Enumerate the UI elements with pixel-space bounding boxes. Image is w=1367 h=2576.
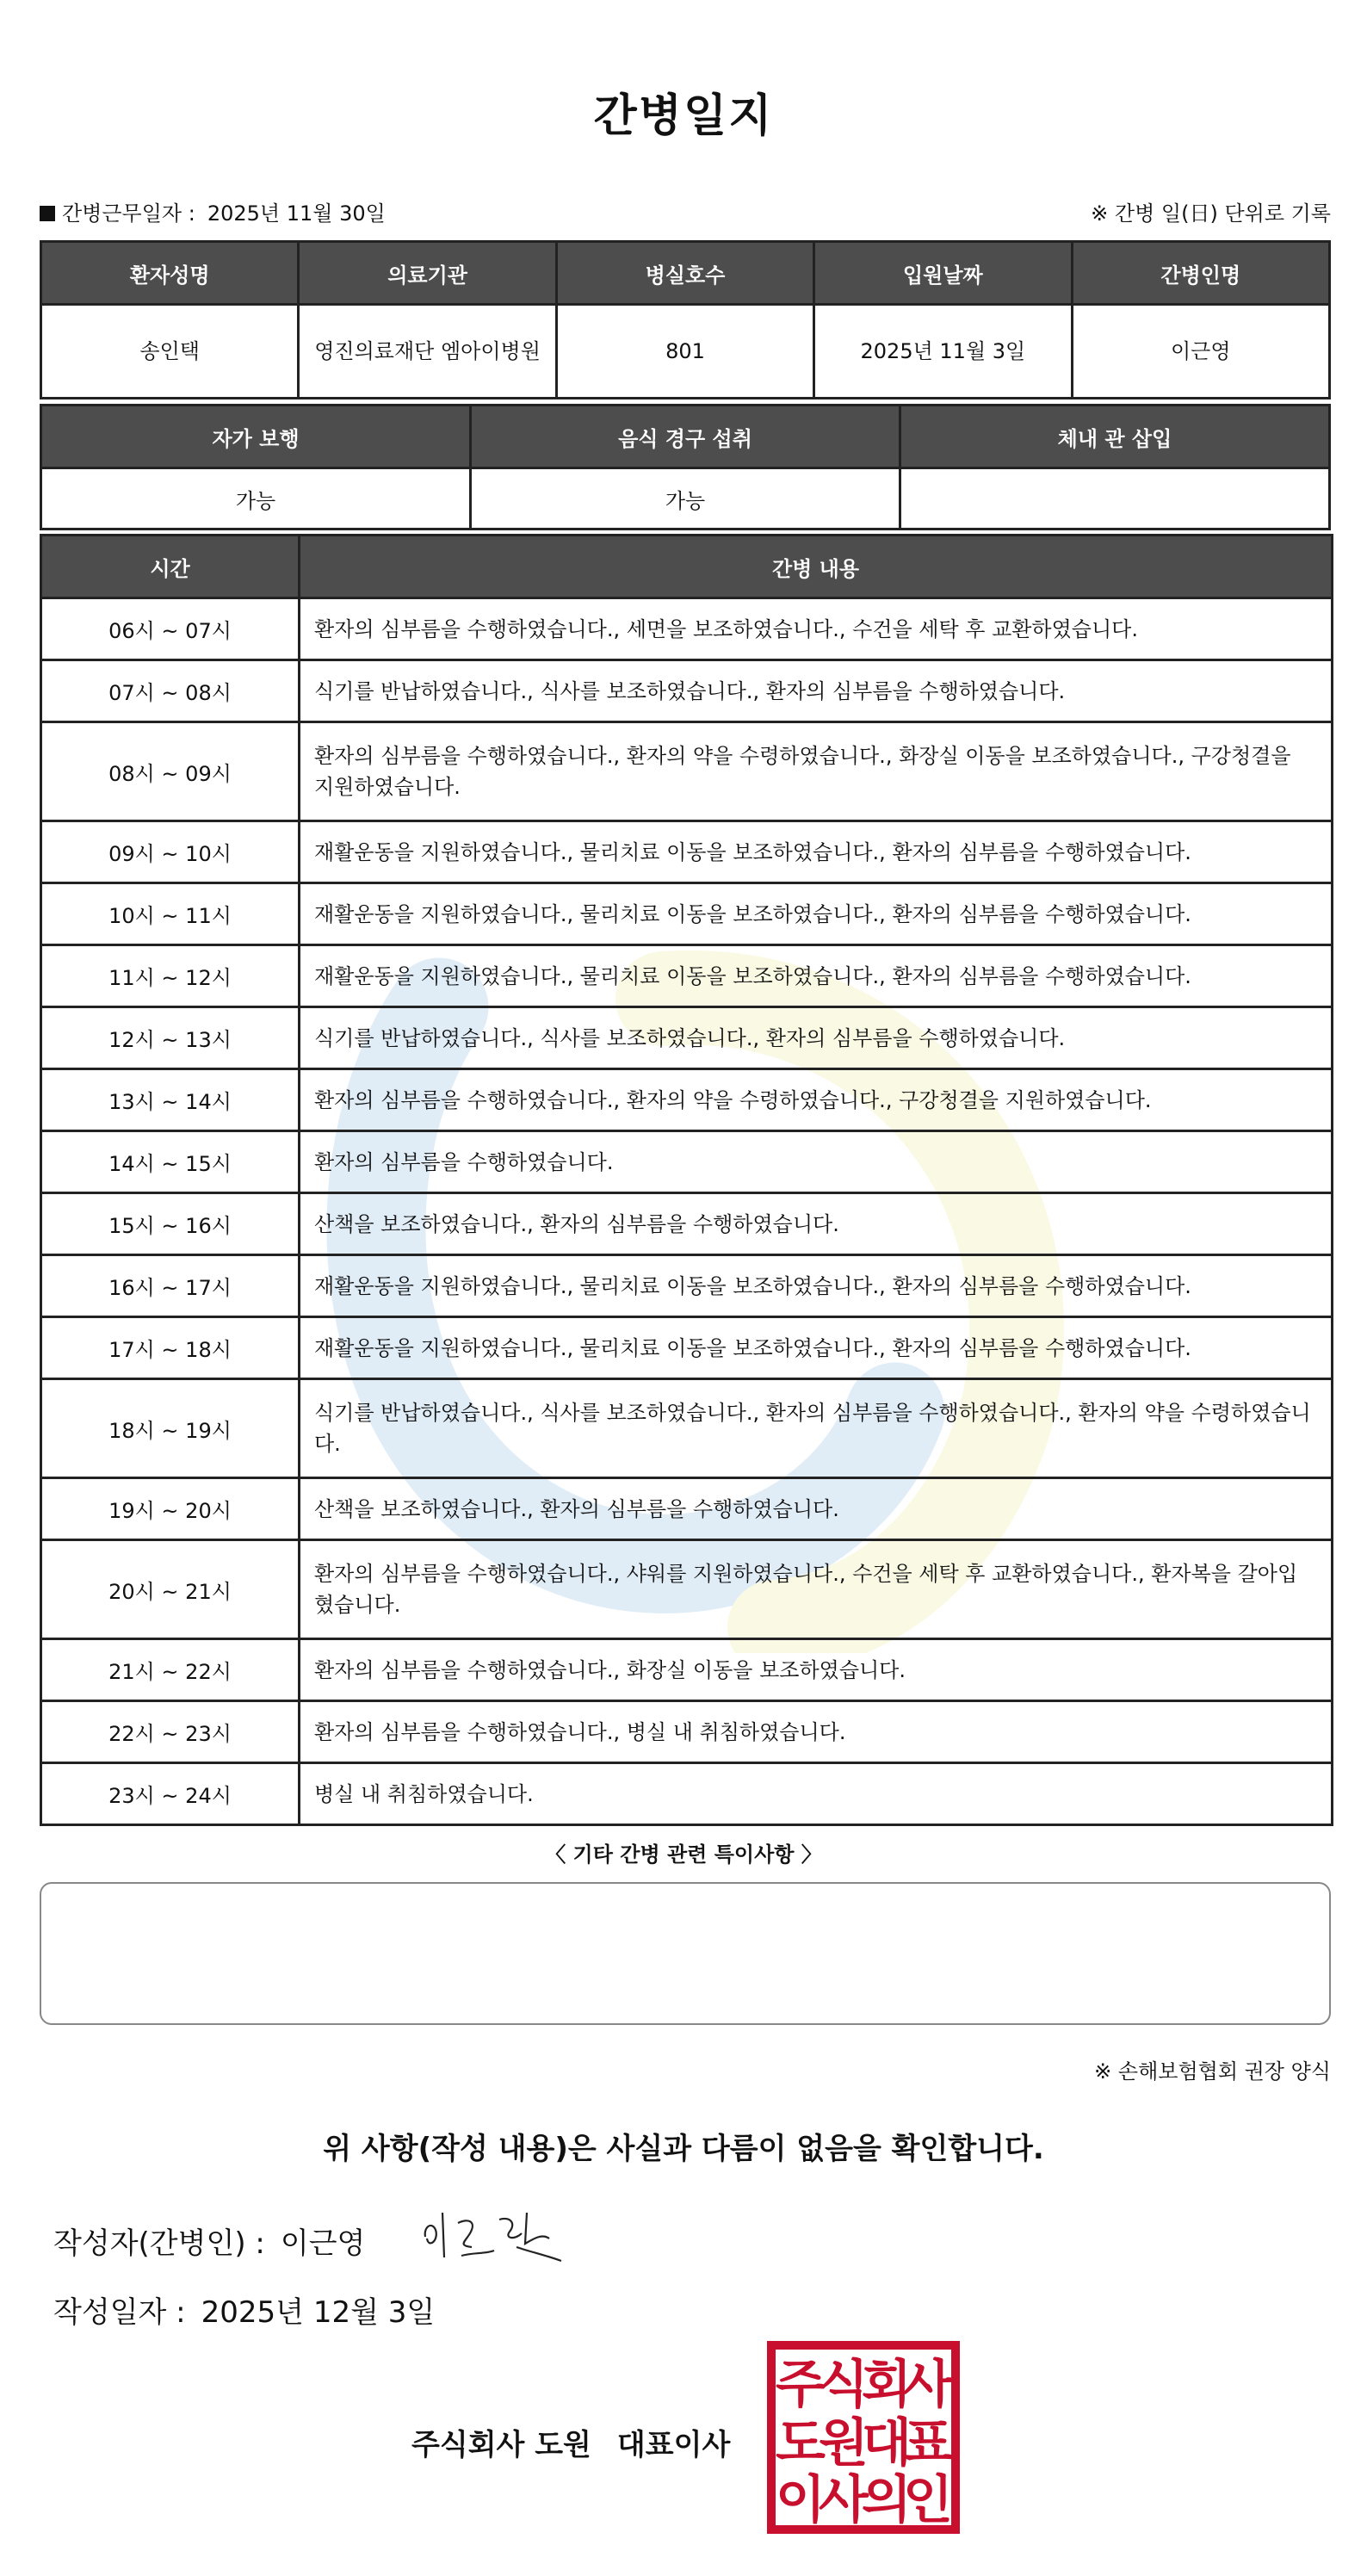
svg-text:원: 원 xyxy=(819,2413,869,2474)
log-time: 21시 ~ 22시 xyxy=(41,1639,300,1701)
svg-text:표: 표 xyxy=(903,2413,953,2474)
work-date-label: 간병근무일자 : xyxy=(62,201,195,226)
svg-text:도: 도 xyxy=(776,2413,826,2474)
handwritten-signature xyxy=(420,2201,566,2269)
log-content: 산책을 보조하였습니다., 환자의 심부름을 수행하였습니다. xyxy=(300,1478,1333,1540)
table-row xyxy=(41,660,1333,722)
tube-insertion-value xyxy=(900,468,1330,529)
log-content: 환자의 심부름을 수행하였습니다., 환자의 약을 수령하였습니다., 화장실 이동을 보조하였습니다., 구강청결을 지원하였습니다. xyxy=(300,722,1333,821)
table-row xyxy=(41,1701,1333,1763)
log-content: 환자의 심부름을 수행하였습니다., 병실 내 취침하였습니다. xyxy=(300,1701,1333,1763)
log-time: 20시 ~ 21시 xyxy=(41,1540,300,1639)
log-time: 18시 ~ 19시 xyxy=(41,1379,300,1478)
other-notes-heading: 〈 기타 간병 관련 특이사항 〉 xyxy=(545,1842,822,1867)
log-time: 13시 ~ 14시 xyxy=(41,1069,300,1131)
log-content: 재활운동을 지원하였습니다., 물리치료 이동을 보조하였습니다., 환자의 심부름을 수행하였습니다. xyxy=(300,1255,1333,1317)
log-time: 17시 ~ 18시 xyxy=(41,1317,300,1379)
log-content: 환자의 심부름을 수행하였습니다., 세면을 보조하였습니다., 수건을 세탁 후 교환하였습니다. xyxy=(300,598,1333,660)
table-row xyxy=(41,883,1333,945)
svg-text:주: 주 xyxy=(776,2355,826,2415)
log-content: 환자의 심부름을 수행하였습니다., 화장실 이동을 보조하였습니다. xyxy=(300,1639,1333,1701)
log-time: 11시 ~ 12시 xyxy=(41,945,300,1007)
table-row xyxy=(41,1478,1333,1540)
room-number: 801 xyxy=(556,305,813,399)
svg-text:식: 식 xyxy=(819,2355,869,2415)
table-row xyxy=(41,1255,1333,1317)
log-time: 06시 ~ 07시 xyxy=(41,598,300,660)
log-time: 14시 ~ 15시 xyxy=(41,1131,300,1193)
admission-date: 2025년 11월 3일 xyxy=(814,305,1072,399)
care-log-table xyxy=(40,534,1333,1826)
log-content: 산책을 보조하였습니다., 환자의 심부름을 수행하였습니다. xyxy=(300,1193,1333,1255)
header-hospital: 의료기관 xyxy=(299,242,556,305)
log-time: 19시 ~ 20시 xyxy=(41,1478,300,1540)
company-seal-stamp xyxy=(766,2340,961,2535)
written-date-label: 작성일자 : xyxy=(53,2295,186,2330)
table-row xyxy=(41,821,1333,883)
status-value-row xyxy=(41,468,1330,529)
self-walking-value: 가능 xyxy=(41,468,471,529)
writer-name: 이근영 xyxy=(280,2226,366,2261)
svg-text:대: 대 xyxy=(862,2413,912,2474)
svg-text:사: 사 xyxy=(819,2470,869,2530)
log-content: 재활운동을 지원하였습니다., 물리치료 이동을 보조하였습니다., 환자의 심부름을 수행하였습니다. xyxy=(300,945,1333,1007)
table-row xyxy=(41,598,1333,660)
table-row xyxy=(41,1007,1333,1069)
status-header-row xyxy=(41,406,1330,468)
header-care-content: 간병 내용 xyxy=(300,536,1333,598)
log-content: 식기를 반납하였습니다., 식사를 보조하였습니다., 환자의 심부름을 수행하였습니다. xyxy=(300,660,1333,722)
oral-intake-value: 가능 xyxy=(471,468,900,529)
patient-status-table xyxy=(40,404,1331,530)
form-source-note: ※ 손해보험협회 권장 양식 xyxy=(1094,2059,1331,2084)
table-row xyxy=(41,722,1333,821)
confirmation-statement: 위 사항(작성 내용)은 사실과 다름이 없음을 확인합니다. xyxy=(323,2132,1044,2166)
svg-text:사: 사 xyxy=(903,2355,953,2415)
log-content: 재활운동을 지원하였습니다., 물리치료 이동을 보조하였습니다., 환자의 심부름을 수행하였습니다. xyxy=(300,821,1333,883)
patient-header-row xyxy=(41,242,1330,305)
patient-name: 송인택 xyxy=(41,305,299,399)
work-date xyxy=(40,196,386,226)
table-row xyxy=(41,1540,1333,1639)
table-row xyxy=(41,945,1333,1007)
svg-text:회: 회 xyxy=(862,2355,912,2415)
written-date-line xyxy=(53,2288,435,2331)
header-admission-date: 입원날짜 xyxy=(814,242,1072,305)
patient-value-row xyxy=(41,305,1330,399)
table-row xyxy=(41,1763,1333,1825)
svg-text:의: 의 xyxy=(862,2470,912,2530)
log-content: 식기를 반납하였습니다., 식사를 보조하였습니다., 환자의 심부름을 수행하였습니다., 환자의 약을 수령하였습니다. xyxy=(300,1379,1333,1478)
svg-text:인: 인 xyxy=(903,2470,953,2530)
square-bullet-icon xyxy=(40,206,55,221)
table-row xyxy=(41,1193,1333,1255)
caregiver-name: 이근영 xyxy=(1072,305,1329,399)
table-row xyxy=(41,1317,1333,1379)
written-date-value: 2025년 12월 3일 xyxy=(201,2295,436,2330)
log-content: 환자의 심부름을 수행하였습니다. xyxy=(300,1131,1333,1193)
table-row xyxy=(41,1639,1333,1701)
company-line xyxy=(411,2421,730,2463)
log-content: 환자의 심부름을 수행하였습니다., 환자의 약을 수령하였습니다., 구강청결을 지원하였습니다. xyxy=(300,1069,1333,1131)
table-row xyxy=(41,1379,1333,1478)
company-name: 주식회사 도원 xyxy=(411,2428,591,2462)
header-time: 시간 xyxy=(41,536,300,598)
record-note: ※ 간병 일(日) 단위로 기록 xyxy=(1091,201,1331,226)
header-oral-intake: 음식 경구 섭취 xyxy=(471,406,900,468)
log-content: 재활운동을 지원하였습니다., 물리치료 이동을 보조하였습니다., 환자의 심부름을 수행하였습니다. xyxy=(300,1317,1333,1379)
svg-text:이: 이 xyxy=(776,2470,826,2530)
log-header-row xyxy=(41,536,1333,598)
header-room-number: 병실호수 xyxy=(556,242,813,305)
log-content: 환자의 심부름을 수행하였습니다., 샤워를 지원하였습니다., 수건을 세탁 후 교환하였습니다., 환자복을 갈아입혔습니다. xyxy=(300,1540,1333,1639)
writer-line xyxy=(53,2220,365,2262)
log-content: 병실 내 취침하였습니다. xyxy=(300,1763,1333,1825)
log-time: 15시 ~ 16시 xyxy=(41,1193,300,1255)
log-time: 12시 ~ 13시 xyxy=(41,1007,300,1069)
hospital-name: 영진의료재단 엠아이병원 xyxy=(299,305,556,399)
log-content: 재활운동을 지원하였습니다., 물리치료 이동을 보조하였습니다., 환자의 심부름을 수행하였습니다. xyxy=(300,883,1333,945)
log-time: 22시 ~ 23시 xyxy=(41,1701,300,1763)
log-content: 식기를 반납하였습니다., 식사를 보조하였습니다., 환자의 심부름을 수행하였습니다. xyxy=(300,1007,1333,1069)
other-notes-box xyxy=(40,1882,1331,2025)
document-title: 간병일지 xyxy=(593,90,774,142)
header-tube-insertion: 체내 관 삽입 xyxy=(900,406,1330,468)
writer-label: 작성자(간병인) : xyxy=(53,2226,265,2261)
log-time: 23시 ~ 24시 xyxy=(41,1763,300,1825)
log-time: 07시 ~ 08시 xyxy=(41,660,300,722)
log-time: 09시 ~ 10시 xyxy=(41,821,300,883)
log-time: 10시 ~ 11시 xyxy=(41,883,300,945)
header-patient-name: 환자성명 xyxy=(41,242,299,305)
patient-info-table xyxy=(40,240,1331,399)
log-time: 16시 ~ 17시 xyxy=(41,1255,300,1317)
header-self-walking: 자가 보행 xyxy=(41,406,471,468)
work-date-value: 2025년 11월 30일 xyxy=(207,201,386,226)
log-time: 08시 ~ 09시 xyxy=(41,722,300,821)
header-caregiver-name: 간병인명 xyxy=(1072,242,1329,305)
company-representative-title: 대표이사 xyxy=(616,2428,731,2462)
table-row xyxy=(41,1131,1333,1193)
table-row xyxy=(41,1069,1333,1131)
